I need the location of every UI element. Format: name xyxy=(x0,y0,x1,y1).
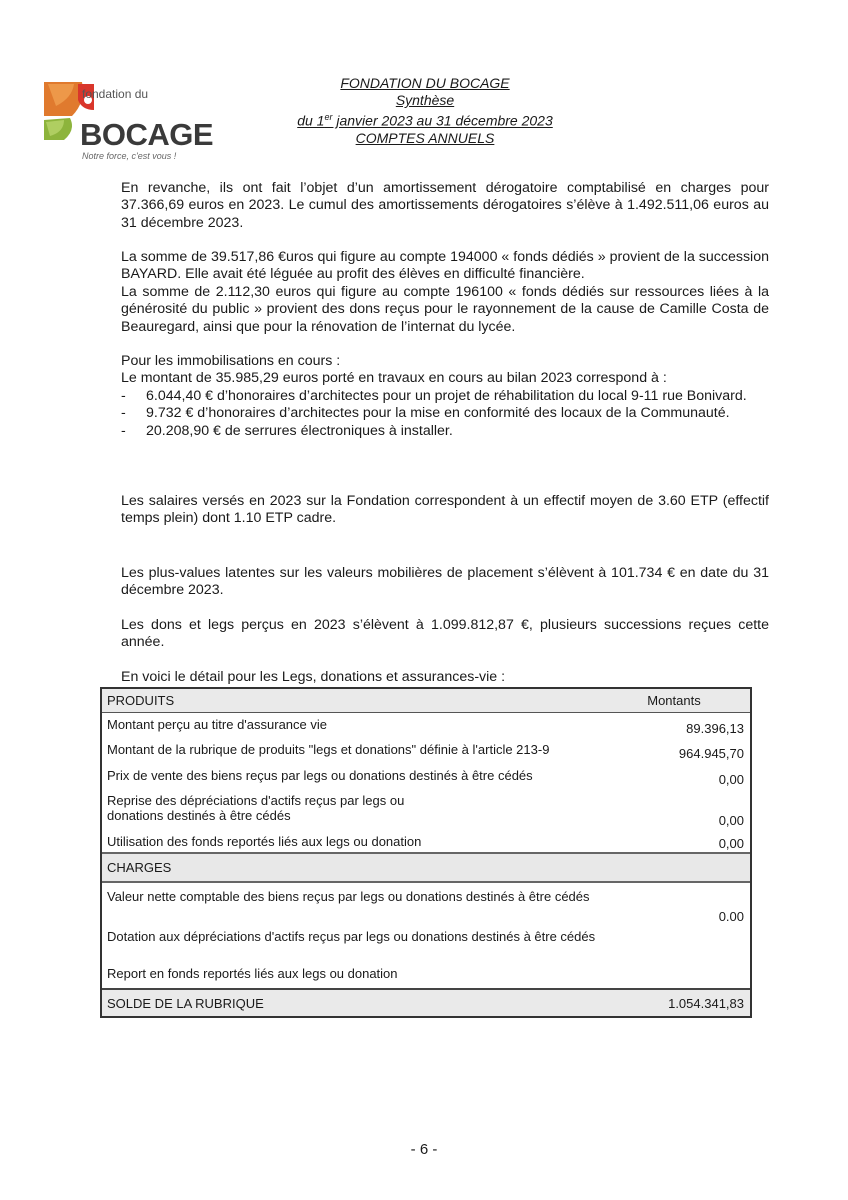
charges-value: 0.00 xyxy=(718,909,744,924)
solde-label: SOLDE DE LA RUBRIQUE xyxy=(107,996,264,1011)
table-row: Montant de la rubrique de produits "legs et donations" définie à l'article 213-9 964.945,70 xyxy=(107,742,744,761)
logo-big-text: BOCAGE xyxy=(80,117,214,152)
charges-header-row xyxy=(102,852,750,883)
header-org: FONDATION DU BOCAGE xyxy=(340,75,510,91)
list-item: - 6.044,40 € d’honoraires d’architectes pour un projet de réhabilitation du local 9-11 rue Bonivard. xyxy=(121,388,769,405)
table-row: Valeur nette comptable des biens reçus par legs ou donations destinés à être cédés xyxy=(107,889,590,904)
paragraph-fonds-dedies: La somme de 39.517,86 €uros qui figure au compte 194000 « fonds dédiés » provient de la succession BAYARD. Elle avait été léguée au profit des élèves en difficulté financière. La somme de 2.112,30 euros qui figure au compte 196100 « fonds dédiés sur ressources liées à la générosité du public » provient des dons reçus pour le rayonnement de la cause de Camille Costa de Beauregard, ainsi que pour la rénovation de l’internat du lycée. xyxy=(121,249,769,335)
page-number: - 6 - xyxy=(410,1141,438,1158)
paragraph-salaires: Les salaires versés en 2023 sur la Fondation correspondent à un effectif moyen de 3.60 ETP (effectif temps plein) dont 1.10 ETP cadre. xyxy=(121,493,769,527)
table-row: Reprise des dépréciations d'actifs reçus par legs ou donations destinés à être cédés 0,00 xyxy=(107,793,744,828)
header-period: du 1er janvier 2023 au 31 décembre 2023 xyxy=(297,112,553,129)
header-doc: Synthèse xyxy=(395,92,455,108)
paragraph-amortissement: En revanche, ils ont fait l’objet d’un amortissement dérogatoire comptabilisé en charges pour 37.366,69 euros en 2023. Le cumul des amortissements dérogatoires s’élève à 1.492.511,06 euros au 31 décembre 2023. xyxy=(121,180,769,231)
charges-header: CHARGES xyxy=(107,860,172,875)
table-header-row xyxy=(102,689,750,713)
montants-header: Montants xyxy=(647,693,701,708)
table-row: Utilisation des fonds reportés liés aux legs ou donation 0,00 xyxy=(107,834,744,851)
paragraph-plus-values: Les plus-values latentes sur les valeurs mobilières de placement s’élèvent à 101.734 € en date du 31 décembre 2023. xyxy=(121,565,769,599)
list-item: - 9.732 € d’honoraires d’architectes pour la mise en conformité des locaux de la Communauté. xyxy=(121,405,769,422)
charges-group xyxy=(102,883,750,988)
table-row: Prix de vente des biens reçus par legs ou donations destinés à être cédés 0,00 xyxy=(107,768,744,787)
paragraph-detail-intro: En voici le détail pour les Legs, donations et assurances-vie : xyxy=(121,669,506,685)
header-title: COMPTES ANNUELS xyxy=(355,129,495,146)
logo-small-text: fondation du xyxy=(82,87,149,101)
table-row: Dotation aux dépréciations d'actifs reçus par legs ou donations destinés à être cédés xyxy=(107,929,596,944)
immobilisations-list xyxy=(121,388,769,440)
paragraph-dons-legs: Les dons et legs perçus en 2023 s’élèvent à 1.099.812,87 €, plusieurs successions reçues cette année. xyxy=(121,617,769,651)
paragraph-immobilisations: Pour les immobilisations en cours : Le montant de 35.985,29 euros porté en travaux en cours au bilan 2023 correspond à : - 6.044,40 € d’honoraires d’architectes pour un projet de réhabilitation du local 9-11 rue Bonivard. - 9.732 € d’honoraires d’architectes pour la mise en conformité des locaux de la Communauté. - 20.208,90 € de serrures électroniques à installer. xyxy=(121,353,769,440)
legs-table xyxy=(100,687,752,1018)
logo-tagline: Notre force, c'est vous ! xyxy=(82,151,177,161)
produits-header: PRODUITS xyxy=(107,693,175,708)
table-row: Montant perçu au titre d'assurance vie 89.396,13 xyxy=(107,717,744,736)
table-row: Report en fonds reportés liés aux legs ou donation xyxy=(107,966,398,981)
solde-value: 1.054.341,83 xyxy=(668,996,744,1011)
solde-row xyxy=(102,988,750,1016)
document-header xyxy=(270,75,580,147)
list-item: - 20.208,90 € de serrures électroniques à installer. xyxy=(121,423,769,440)
